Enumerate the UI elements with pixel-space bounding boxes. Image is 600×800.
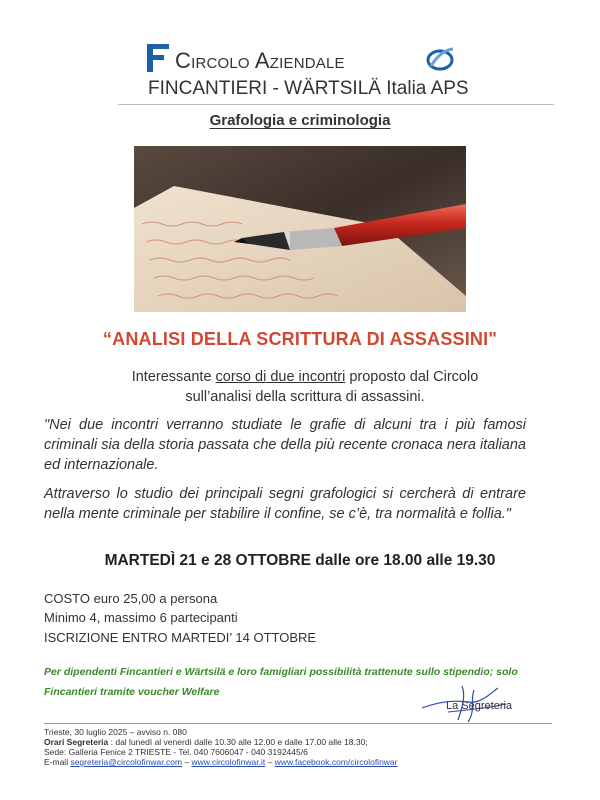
org-subtitle: FINCANTIERI - WÄRTSILÄ Italia APS bbox=[148, 78, 469, 99]
topic-heading: Grafologia e criminologia bbox=[209, 112, 391, 129]
intro-line2: sull’analisi della scrittura di assassini. bbox=[185, 389, 425, 405]
participants-info: Minimo 4, massimo 6 partecipanti bbox=[44, 610, 238, 625]
footer-contacts bbox=[44, 757, 398, 767]
description-paragraph-2: Attraverso lo studio dei principali segni grafologici si cercherà di entrare nella mente criminale per stabilire il confine, se c’è, tra normalità e follia." bbox=[44, 486, 526, 522]
payroll-note: Per dipendenti Fincantieri e Wärtsilä e loro famigliari possibilità trattenute sullo stipendio; solo Fincantieri tramite voucher Welfare bbox=[44, 666, 518, 698]
separator: – bbox=[265, 757, 275, 767]
hours-text: : dal lunedì al venerdì dalle 10.30 alle 12.00 e dalle 17.00 alle 18.30; bbox=[108, 737, 368, 747]
facebook-link[interactable]: www.facebook.com/circolofinwar bbox=[274, 757, 398, 767]
separator: – bbox=[182, 757, 192, 767]
schedule: MARTEDÌ 21 e 28 OTTOBRE dalle ore 18.00 alle 19.30 bbox=[104, 552, 496, 569]
description-paragraph-1: "Nei due incontri verranno studiate le grafie di alcuni tra i più famosi criminali sia della storia passata che della più recente cronaca nera italiana ed internazionale. bbox=[44, 417, 526, 473]
logo-swirl-icon bbox=[425, 46, 455, 72]
intro-part1: Interessante bbox=[131, 369, 216, 385]
signature-label: La Segreteria bbox=[446, 700, 513, 712]
hours-label: Orari Segreteria bbox=[44, 737, 109, 747]
intro-part2: proposto dal Circolo bbox=[345, 369, 479, 385]
footer-address: Sede: Galleria Fenice 2 TRIESTE - Tel. 040 7606047 - 040 3192445/6 bbox=[44, 747, 308, 757]
footer-hours bbox=[44, 737, 368, 747]
header-divider bbox=[118, 104, 554, 105]
cost-info: COSTO euro 25,00 a persona bbox=[44, 591, 218, 606]
intro-underlined: corso di due incontri bbox=[215, 369, 346, 385]
footer-divider bbox=[44, 723, 552, 724]
email-prefix: E-mail bbox=[44, 757, 71, 767]
fountain-pen-photo bbox=[134, 146, 466, 312]
org-name: Circolo Aziendale bbox=[175, 48, 345, 73]
email-link[interactable]: segreteria@circolofinwar.com bbox=[70, 757, 183, 767]
deadline-info: ISCRIZIONE ENTRO MARTEDI’ 14 OTTOBRE bbox=[44, 630, 317, 645]
website-link[interactable]: www.circolofinwar.it bbox=[191, 757, 266, 767]
footer-date: Trieste, 30 luglio 2025 – avviso n. 080 bbox=[44, 727, 187, 737]
intro-text bbox=[100, 367, 510, 407]
logo-f-icon bbox=[147, 44, 169, 72]
event-title: “ANALISI DELLA SCRITTURA DI ASSASSINI" bbox=[102, 329, 498, 349]
